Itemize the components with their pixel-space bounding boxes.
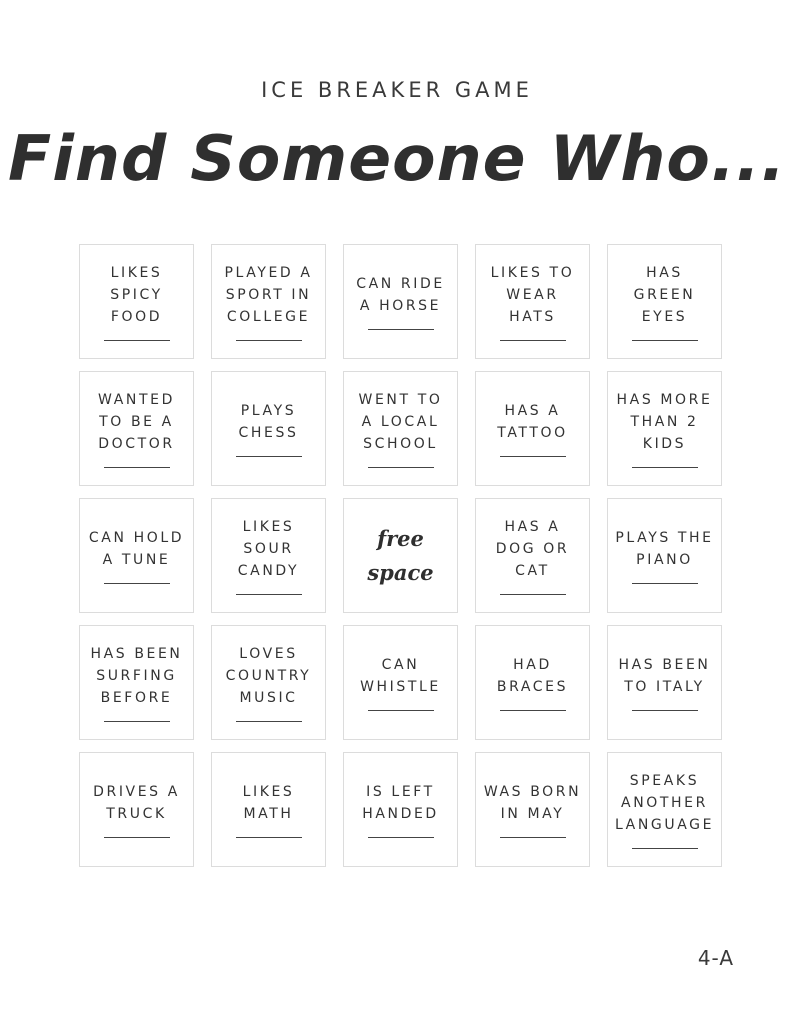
name-write-line	[500, 456, 566, 457]
cell-prompt: CAN RIDE A HORSE	[356, 276, 445, 314]
bingo-cell	[343, 625, 458, 740]
bingo-cell	[475, 752, 590, 867]
name-write-line	[104, 583, 170, 584]
name-write-line	[236, 594, 302, 595]
cell-prompt: HAS A TATTOO	[497, 403, 568, 441]
name-write-line	[500, 340, 566, 341]
page-title: Find Someone Who...	[7, 122, 787, 195]
bingo-cell	[475, 625, 590, 740]
name-write-line	[368, 329, 434, 330]
page-code: 4-A	[697, 946, 734, 970]
cell-prompt: HAS MORE THAN 2 KIDS	[616, 392, 713, 452]
name-write-line	[632, 848, 698, 849]
cell-prompt: LIKES TO WEAR HATS	[490, 265, 575, 325]
cell-prompt: HAS BEEN SURFING BEFORE	[90, 646, 183, 706]
free-space-label: free space	[367, 525, 434, 585]
bingo-cell	[211, 371, 326, 486]
game-subtitle: ICE BREAKER GAME	[261, 78, 533, 102]
cell-prompt: LIKES SPICY FOOD	[110, 265, 163, 325]
cell-prompt: WAS BORN IN MAY	[483, 784, 582, 822]
name-write-line	[104, 467, 170, 468]
bingo-cell	[211, 244, 326, 359]
bingo-cell	[79, 625, 194, 740]
name-write-line	[500, 710, 566, 711]
name-write-line	[632, 583, 698, 584]
bingo-cell	[607, 625, 722, 740]
bingo-cell	[607, 752, 722, 867]
cell-prompt: PLAYED A SPORT IN COLLEGE	[224, 265, 313, 325]
name-write-line	[368, 710, 434, 711]
cell-prompt: WANTED TO BE A DOCTOR	[98, 392, 175, 452]
bingo-cell	[475, 371, 590, 486]
cell-prompt: WENT TO A LOCAL SCHOOL	[358, 392, 443, 452]
bingo-cell	[607, 498, 722, 613]
bingo-cell	[79, 498, 194, 613]
bingo-cell	[607, 244, 722, 359]
bingo-cell	[211, 625, 326, 740]
bingo-cell	[343, 371, 458, 486]
name-write-line	[632, 340, 698, 341]
cell-prompt: LIKES SOUR CANDY	[237, 519, 300, 579]
name-write-line	[104, 721, 170, 722]
bingo-cell	[475, 498, 590, 613]
cell-prompt: HAS A DOG OR CAT	[495, 519, 570, 579]
cell-prompt: CAN HOLD A TUNE	[88, 530, 185, 568]
cell-prompt: DRIVES A TRUCK	[93, 784, 180, 822]
name-write-line	[500, 837, 566, 838]
name-write-line	[236, 837, 302, 838]
name-write-line	[104, 340, 170, 341]
bingo-cell	[607, 371, 722, 486]
bingo-cell	[343, 752, 458, 867]
cell-prompt: HAS GREEN EYES	[633, 265, 696, 325]
bingo-cell	[211, 752, 326, 867]
cell-prompt: CAN WHISTLE	[360, 657, 441, 695]
bingo-cell	[211, 498, 326, 613]
bingo-cell	[79, 752, 194, 867]
name-write-line	[236, 340, 302, 341]
bingo-cell	[343, 244, 458, 359]
cell-prompt: PLAYS THE PIANO	[615, 530, 714, 568]
cell-prompt: LOVES COUNTRY MUSIC	[225, 646, 312, 706]
name-write-line	[632, 710, 698, 711]
cell-prompt: HAD BRACES	[496, 657, 569, 695]
bingo-cell	[475, 244, 590, 359]
name-write-line	[632, 467, 698, 468]
name-write-line	[236, 721, 302, 722]
cell-prompt: IS LEFT HANDED	[362, 784, 439, 822]
cell-prompt: SPEAKS ANOTHER LANGUAGE	[614, 773, 715, 833]
name-write-line	[500, 594, 566, 595]
name-write-line	[368, 837, 434, 838]
cell-prompt: LIKES MATH	[242, 784, 295, 822]
free-space-cell	[343, 498, 458, 613]
cell-prompt: HAS BEEN TO ITALY	[618, 657, 711, 695]
name-write-line	[104, 837, 170, 838]
bingo-card-grid	[79, 244, 722, 867]
bingo-cell	[79, 244, 194, 359]
name-write-line	[236, 456, 302, 457]
name-write-line	[368, 467, 434, 468]
bingo-cell	[79, 371, 194, 486]
cell-prompt: PLAYS CHESS	[238, 403, 299, 441]
